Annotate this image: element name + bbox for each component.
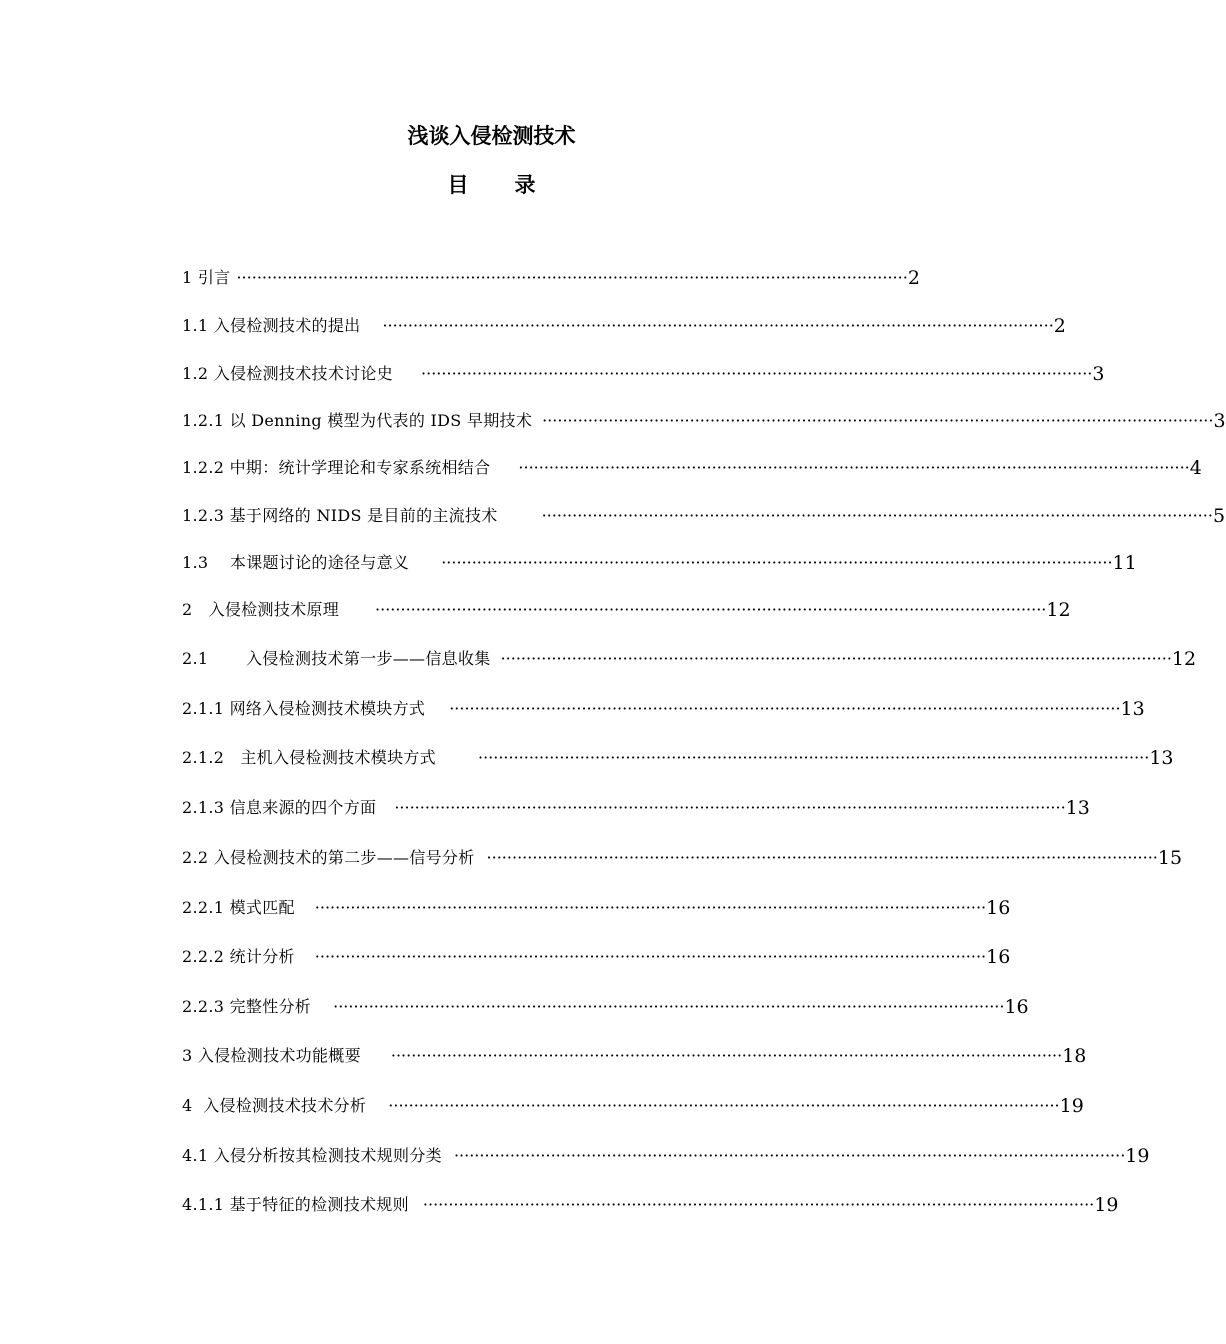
toc-entry-label: 4 入侵检测技术技术分析 [182, 1096, 367, 1115]
toc-entry-label: 2.1.1 网络入侵检测技术模块方式 [182, 699, 426, 718]
toc-leader-dots: ···································································································································· [375, 600, 1047, 619]
toc-entry[interactable] [182, 796, 1090, 820]
toc-entry-label: 1.2.3 基于网络的 NIDS 是目前的主流技术 [182, 506, 498, 525]
toc-entry-page: 16 [1004, 996, 1029, 1018]
toc-entry-page: 13 [1120, 698, 1145, 720]
toc-entry-page: 16 [986, 897, 1011, 919]
toc-entry-page: 11 [1112, 552, 1137, 574]
toc-entry[interactable] [182, 362, 1105, 386]
toc-leader-dots: ···································································································································· [236, 268, 908, 287]
toc-entry-page: 19 [1059, 1095, 1084, 1117]
toc-entry[interactable] [182, 409, 1226, 433]
toc-entry-label: 1.2.2 中期：统计学理论和专家系统相结合 [182, 458, 491, 477]
toc-leader-dots: ···································································································································· [314, 898, 987, 917]
toc-leader-dots: ···································································································································· [449, 699, 1121, 718]
toc-entry-label: 4.1 入侵分析按其检测技术规则分类 [182, 1146, 442, 1165]
toc-leader-dots: ···································································································································· [542, 411, 1214, 430]
toc-entry-label: 2.2.1 模式匹配 [182, 898, 295, 917]
toc-entry[interactable] [182, 995, 1029, 1019]
toc-leader-dots: ···································································································································· [390, 1046, 1063, 1065]
toc-entry-label: 4.1.1 基于特征的检测技术规则 [182, 1195, 409, 1214]
toc-entry-label: 1.3 本课题讨论的途径与意义 [182, 553, 410, 572]
toc-entry[interactable] [182, 746, 1174, 770]
toc-leader-dots: ···································································································································· [314, 947, 987, 966]
toc-leader-dots: ···································································································································· [500, 649, 1172, 668]
toc-entry-page: 5 [1212, 505, 1226, 527]
toc-leader-dots: ···································································································································· [388, 1096, 1060, 1115]
toc-entry-page: 19 [1125, 1145, 1150, 1167]
toc-entry[interactable] [182, 1044, 1087, 1068]
toc-entry-label: 1.2.1 以 Denning 模型为代表的 IDS 早期技术 [182, 411, 533, 430]
toc-entry-label: 1.1 入侵检测技术的提出 [182, 316, 361, 335]
toc-entry-page: 19 [1094, 1194, 1119, 1216]
toc-entry-label: 2.2 入侵检测技术的第二步——信号分析 [182, 848, 475, 867]
toc-entry-label: 3 入侵检测技术功能概要 [182, 1046, 361, 1065]
toc-entry-label: 1 引言 [182, 268, 231, 287]
toc-leader-dots: ···································································································································· [486, 848, 1158, 867]
toc-leader-dots: ···································································································································· [441, 553, 1113, 572]
toc-entry-page: 13 [1149, 747, 1174, 769]
toc-entry[interactable] [182, 846, 1183, 870]
toc-entry-page: 15 [1157, 847, 1183, 869]
toc-entry[interactable] [182, 697, 1145, 721]
toc-entry[interactable] [182, 551, 1137, 575]
toc-entry-label: 1.2 入侵检测技术技术讨论史 [182, 364, 394, 383]
toc-leader-dots: ···································································································································· [382, 316, 1054, 335]
toc-entry[interactable] [182, 1144, 1150, 1168]
toc-leader-dots: ···································································································································· [453, 1146, 1126, 1165]
toc-entry[interactable] [182, 1094, 1084, 1118]
toc-entry[interactable] [182, 504, 1226, 528]
toc-leader-dots: ···································································································································· [541, 506, 1213, 525]
toc-entry[interactable] [182, 456, 1202, 480]
toc-leader-dots: ···································································································································· [422, 1195, 1095, 1214]
toc-entry-label: 2.1.3 信息来源的四个方面 [182, 798, 377, 817]
toc-leader-dots: ···································································································································· [518, 458, 1190, 477]
toc-entry-page: 2 [1053, 315, 1066, 337]
toc-entry-label: 2.2.3 完整性分析 [182, 997, 312, 1016]
toc-entry-page: 18 [1062, 1045, 1087, 1067]
toc-entry[interactable] [182, 945, 1011, 969]
toc-entry[interactable] [182, 896, 1011, 920]
toc-entry-label: 2 入侵检测技术原理 [182, 600, 340, 619]
toc-entry-page: 2 [907, 267, 920, 289]
toc-entry[interactable] [182, 266, 920, 290]
toc-entry-page: 13 [1065, 797, 1090, 819]
toc-leader-dots: ···································································································································· [477, 748, 1150, 767]
toc-entry-page: 12 [1171, 648, 1197, 670]
toc-entry-label: 2.2.2 统计分析 [182, 947, 295, 966]
toc-entry-label: 2.1.2 主机入侵检测技术模块方式 [182, 748, 436, 767]
toc-entry-page: 16 [986, 946, 1011, 968]
toc-leader-dots: ···································································································································· [333, 997, 1005, 1016]
toc-entry-page: 3 [1213, 410, 1226, 432]
toc-entry[interactable] [182, 314, 1066, 338]
toc-entry[interactable] [182, 1193, 1119, 1217]
toc-leader-dots: ···································································································································· [394, 798, 1066, 817]
document-title: 浅谈入侵检测技术 [407, 124, 576, 148]
toc-leader-dots: ···································································································································· [421, 364, 1093, 383]
toc-entry-page: 3 [1092, 363, 1105, 385]
toc-entry-label: 2.1 入侵检测技术第一步——信息收集 [182, 649, 491, 668]
toc-entry[interactable] [182, 598, 1071, 622]
toc-heading: 目录 [447, 173, 582, 197]
toc-entry-page: 4 [1189, 457, 1202, 479]
toc-entry-page: 12 [1046, 599, 1071, 621]
toc-entry[interactable] [182, 647, 1197, 671]
